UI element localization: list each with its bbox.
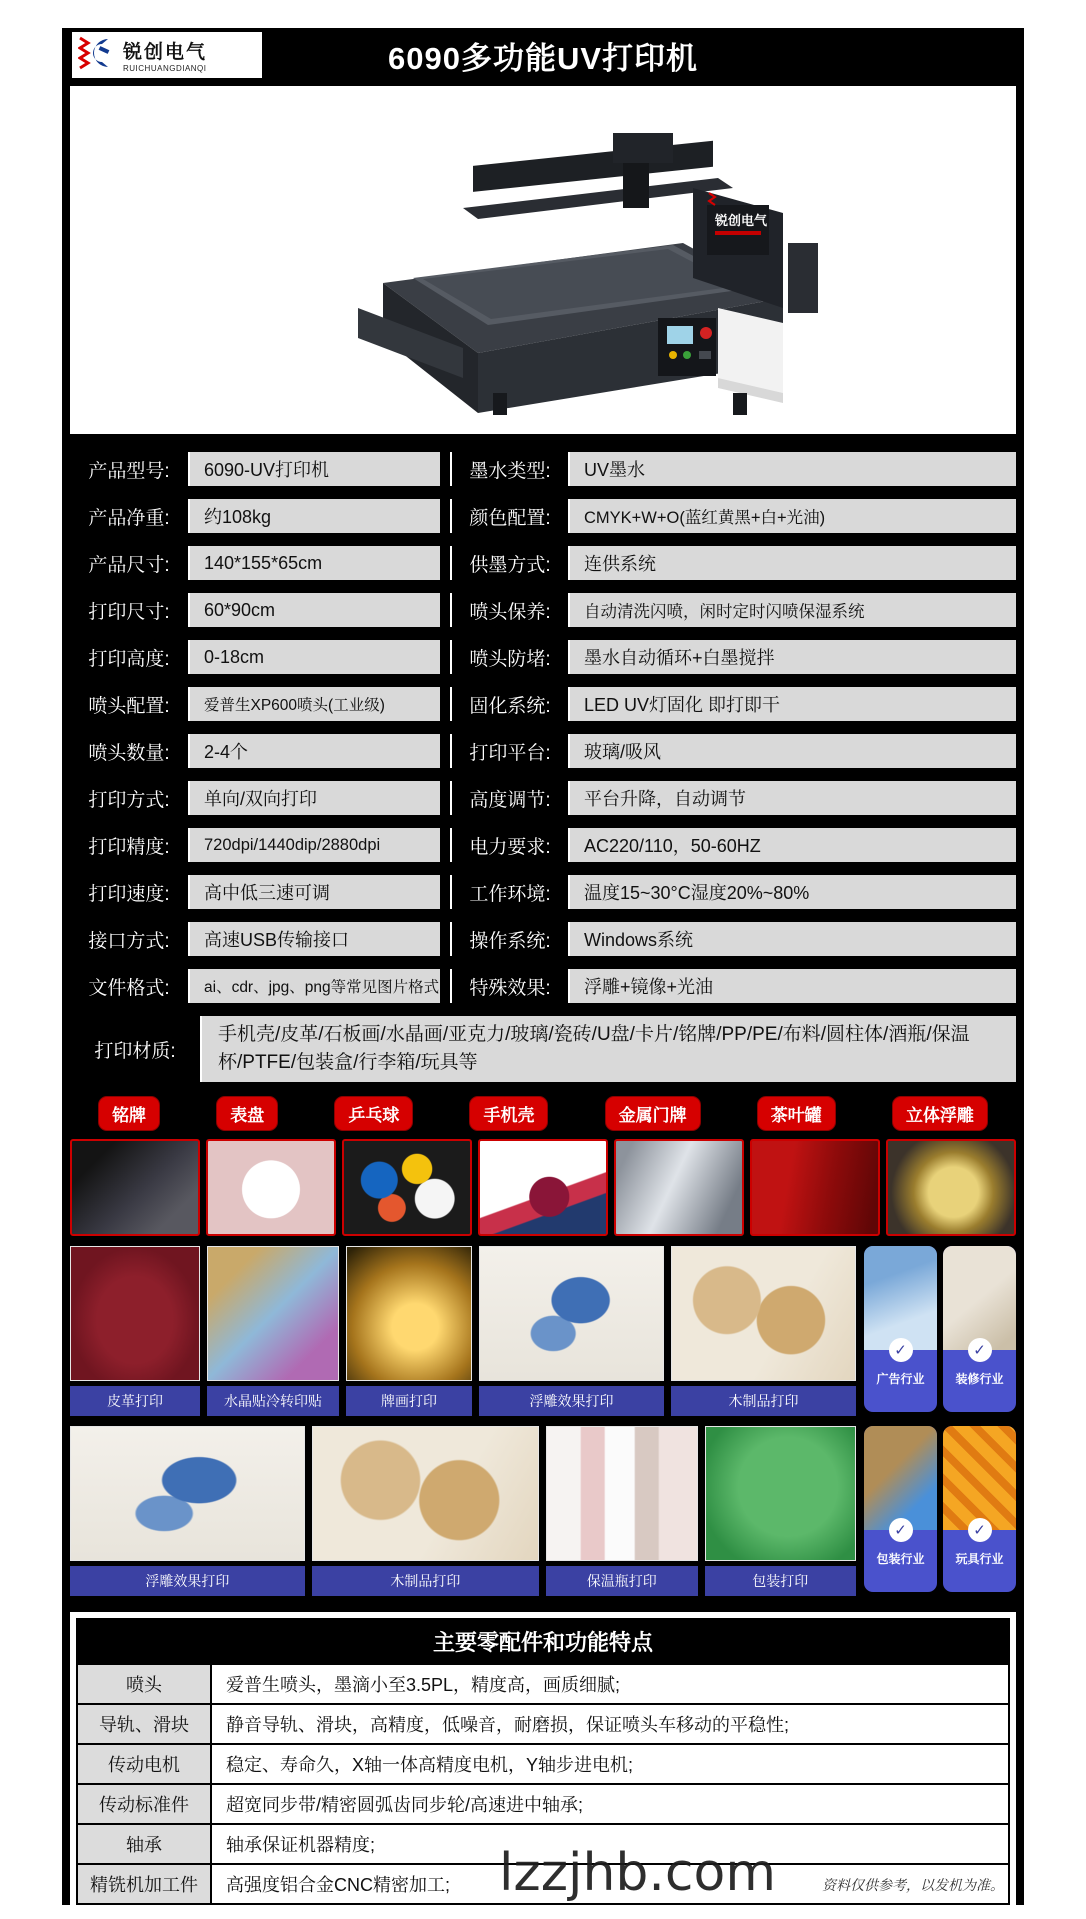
header-bar [62, 28, 1024, 82]
thermos-bottle-print-photo [546, 1426, 697, 1561]
product-flyer [62, 28, 1024, 1919]
industry-tile-toys [943, 1426, 1016, 1592]
spec-label: 打印速度: [70, 875, 188, 909]
spec-value: 手机壳/皮革/石板画/水晶画/亚克力/玻璃/瓷砖/U盘/卡片/铭牌/PP/PE/布料/圆柱体/酒瓶/保温杯/PTFE/包装盒/行李箱/玩具等 [200, 1016, 1016, 1082]
spec-label: 产品尺寸: [70, 546, 188, 580]
spec-label: 喷头配置: [70, 687, 188, 721]
spec-label: 工作环境: [450, 875, 568, 909]
spec-value: 连供系统 [568, 546, 1016, 580]
industry-tile-packaging [864, 1426, 937, 1592]
industry-label: 广告行业 [876, 1372, 925, 1386]
watermark-text: lzzjhb.com [498, 1843, 776, 1903]
crystal-sticker-photo [207, 1246, 339, 1381]
spec-value: 墨水自动循环+白墨搅拌 [568, 640, 1016, 674]
reference-note: 资料仅供参考，以发机为准。 [822, 1878, 1004, 1894]
metal-sign-photo [614, 1139, 744, 1236]
spec-label: 产品净重: [70, 499, 188, 533]
spec-row [70, 922, 1016, 956]
toy-industry-photo [943, 1426, 1016, 1530]
feature-value: 轴承保证机器精度; [212, 1825, 1008, 1863]
spec-value: 高速USB传输接口 [188, 922, 440, 956]
bottom-margin [62, 1905, 1024, 1919]
spec-label: 喷头保养: [450, 593, 568, 627]
spec-row [70, 734, 1016, 768]
spec-label: 打印尺寸: [70, 593, 188, 627]
spec-value: 温度15~30°C湿度20%~80% [568, 875, 1016, 909]
gallery-label: 牌画打印 [346, 1386, 472, 1416]
spec-row [70, 969, 1016, 1003]
spec-row [70, 452, 1016, 486]
gallery-label: 木制品打印 [312, 1566, 539, 1596]
industry-tile-decoration [943, 1246, 1016, 1412]
feature-row [78, 1823, 1008, 1863]
industry-tile-advertising [864, 1246, 937, 1412]
application-showcase [62, 1082, 1024, 1602]
feature-value: 爱普生喷头，墨滴小至3.5PL，精度高，画质细腻; [212, 1665, 1008, 1703]
leather-print-photo [70, 1246, 200, 1381]
spec-value: 浮雕+镜像+光油 [568, 969, 1016, 1003]
spec-value: 平台升降，自动调节 [568, 781, 1016, 815]
feature-label: 导轨、滑块 [78, 1705, 212, 1743]
gallery-label: 保温瓶打印 [546, 1566, 697, 1596]
plaque-print-photo [346, 1246, 472, 1381]
spec-value: 6090-UV打印机 [188, 452, 440, 486]
spec-label: 喷头防堵: [450, 640, 568, 674]
feature-value: 超宽同步带/精密圆弧齿同步轮/高速进中轴承; [212, 1785, 1008, 1823]
spec-row [70, 687, 1016, 721]
spec-label: 打印高度: [70, 640, 188, 674]
spec-value: Windows系统 [568, 922, 1016, 956]
check-icon: ✓ [889, 1338, 913, 1362]
relief-effect-print-photo [479, 1246, 664, 1381]
spec-value: 720dpi/1440dip/2880dpi [188, 828, 440, 862]
gallery-row-3 [70, 1426, 1016, 1596]
spec-label: 高度调节: [450, 781, 568, 815]
feature-row [78, 1665, 1008, 1703]
features-table [76, 1665, 1010, 1905]
spec-row-material [70, 1016, 1016, 1082]
spec-row [70, 828, 1016, 862]
packaging-industry-photo [864, 1426, 937, 1530]
gallery-row-1 [70, 1139, 1016, 1236]
spec-value: 自动清洗闪喷，闲时定时闪喷保湿系统 [568, 593, 1016, 627]
spec-label: 打印方式: [70, 781, 188, 815]
spec-value: 0-18cm [188, 640, 440, 674]
spec-label: 产品型号: [70, 452, 188, 486]
gallery-label: 浮雕效果打印 [70, 1566, 305, 1596]
spec-row [70, 499, 1016, 533]
clock-dial-photo [206, 1139, 336, 1236]
spec-label: 打印精度: [70, 828, 188, 862]
spec-value: 140*155*65cm [188, 546, 440, 580]
spec-label: 接口方式: [70, 922, 188, 956]
nameplate-photo [70, 1139, 200, 1236]
tea-can-photo [750, 1139, 880, 1236]
spec-label: 打印材质: [70, 1016, 200, 1082]
check-icon: ✓ [968, 1518, 992, 1542]
advertising-industry-photo [864, 1246, 937, 1350]
badge-clock-dial: 表盘 [216, 1096, 278, 1131]
spec-value: ai、cdr、jpg、png等常见图片格式 [188, 969, 440, 1003]
badge-3d-relief: 立体浮雕 [892, 1096, 988, 1131]
spec-value: 玻璃/吸风 [568, 734, 1016, 768]
phone-case-photo [478, 1139, 608, 1236]
gallery-row-2 [70, 1246, 1016, 1416]
spec-label: 电力要求: [450, 828, 568, 862]
spec-value: AC220/110，50-60HZ [568, 828, 1016, 862]
page-title: 6090多功能UV打印机 [387, 40, 699, 76]
wood-product-print-photo [312, 1426, 539, 1561]
badge-metal-sign: 金属门牌 [605, 1096, 701, 1131]
spec-value: CMYK+W+O(蓝红黄黑+白+光油) [568, 499, 1016, 533]
spec-value: 60*90cm [188, 593, 440, 627]
spec-label: 操作系统: [450, 922, 568, 956]
spec-label: 文件格式: [70, 969, 188, 1003]
wood-product-print-photo [671, 1246, 856, 1381]
uv-printer-photo [263, 93, 823, 428]
spec-label: 颜色配置: [450, 499, 568, 533]
spec-row [70, 781, 1016, 815]
features-section [70, 1612, 1016, 1905]
feature-row [78, 1743, 1008, 1783]
feature-label: 喷头 [78, 1665, 212, 1703]
badge-tea-can: 茶叶罐 [757, 1096, 836, 1131]
spec-value: 高中低三速可调 [188, 875, 440, 909]
product-photo-panel [70, 86, 1016, 434]
spec-label: 喷头数量: [70, 734, 188, 768]
spec-value: 2-4个 [188, 734, 440, 768]
company-name: 锐创电气 [123, 42, 208, 63]
spec-row [70, 640, 1016, 674]
spec-table [62, 434, 1024, 1082]
industry-label: 包装行业 [876, 1552, 925, 1566]
badge-pingpong: 乒乓球 [334, 1096, 413, 1131]
spec-label: 墨水类型: [450, 452, 568, 486]
spec-row [70, 546, 1016, 580]
spec-row [70, 875, 1016, 909]
svg-text:锐创电气: 锐创电气 [715, 213, 768, 229]
spec-label: 固化系统: [450, 687, 568, 721]
gallery-label: 木制品打印 [671, 1386, 856, 1416]
spec-value: UV墨水 [568, 452, 1016, 486]
feature-label: 轴承 [78, 1825, 212, 1863]
feature-label: 传动标准件 [78, 1785, 212, 1823]
feature-value: 稳定、寿命久，X轴一体高精度电机，Y轴步进电机; [212, 1745, 1008, 1783]
check-icon: ✓ [968, 1338, 992, 1362]
feature-label: 传动电机 [78, 1745, 212, 1783]
industry-label: 装修行业 [955, 1372, 1004, 1386]
feature-row [78, 1703, 1008, 1743]
spec-value: 约108kg [188, 499, 440, 533]
relief-effect-print-photo [70, 1426, 305, 1561]
badge-nameplate: 铭牌 [98, 1096, 160, 1131]
industry-label: 玩具行业 [955, 1552, 1004, 1566]
feature-label: 精铣机加工件 [78, 1865, 212, 1903]
company-name-en: RUICHUANGDIANQI [123, 64, 207, 73]
packaging-print-photo [705, 1426, 856, 1561]
check-icon: ✓ [889, 1518, 913, 1542]
spec-label: 打印平台: [450, 734, 568, 768]
feature-row [78, 1783, 1008, 1823]
gallery-label: 水晶贴冷转印贴 [207, 1386, 339, 1416]
spec-label: 特殊效果: [450, 969, 568, 1003]
spec-value: 爱普生XP600喷头(工业级) [188, 687, 440, 721]
gallery-label: 皮革打印 [70, 1386, 200, 1416]
features-title: 主要零配件和功能特点 [76, 1618, 1010, 1665]
gallery-label: 浮雕效果打印 [479, 1386, 664, 1416]
spec-value: 单向/双向打印 [188, 781, 440, 815]
spec-label: 供墨方式: [450, 546, 568, 580]
gallery-label: 包装打印 [705, 1566, 856, 1596]
relief-plate-photo [886, 1139, 1016, 1236]
application-badges-row [70, 1092, 1016, 1139]
spec-row [70, 593, 1016, 627]
feature-value: 静音导轨、滑块，高精度，低噪音，耐磨损，保证喷头车移动的平稳性; [212, 1705, 1008, 1743]
spec-value: LED UV灯固化 即打即干 [568, 687, 1016, 721]
decoration-industry-photo [943, 1246, 1016, 1350]
feature-value: 高强度铝合金CNC精密加工; [212, 1865, 1008, 1903]
badge-phone-case: 手机壳 [469, 1096, 548, 1131]
pingpong-balls-photo [342, 1139, 472, 1236]
